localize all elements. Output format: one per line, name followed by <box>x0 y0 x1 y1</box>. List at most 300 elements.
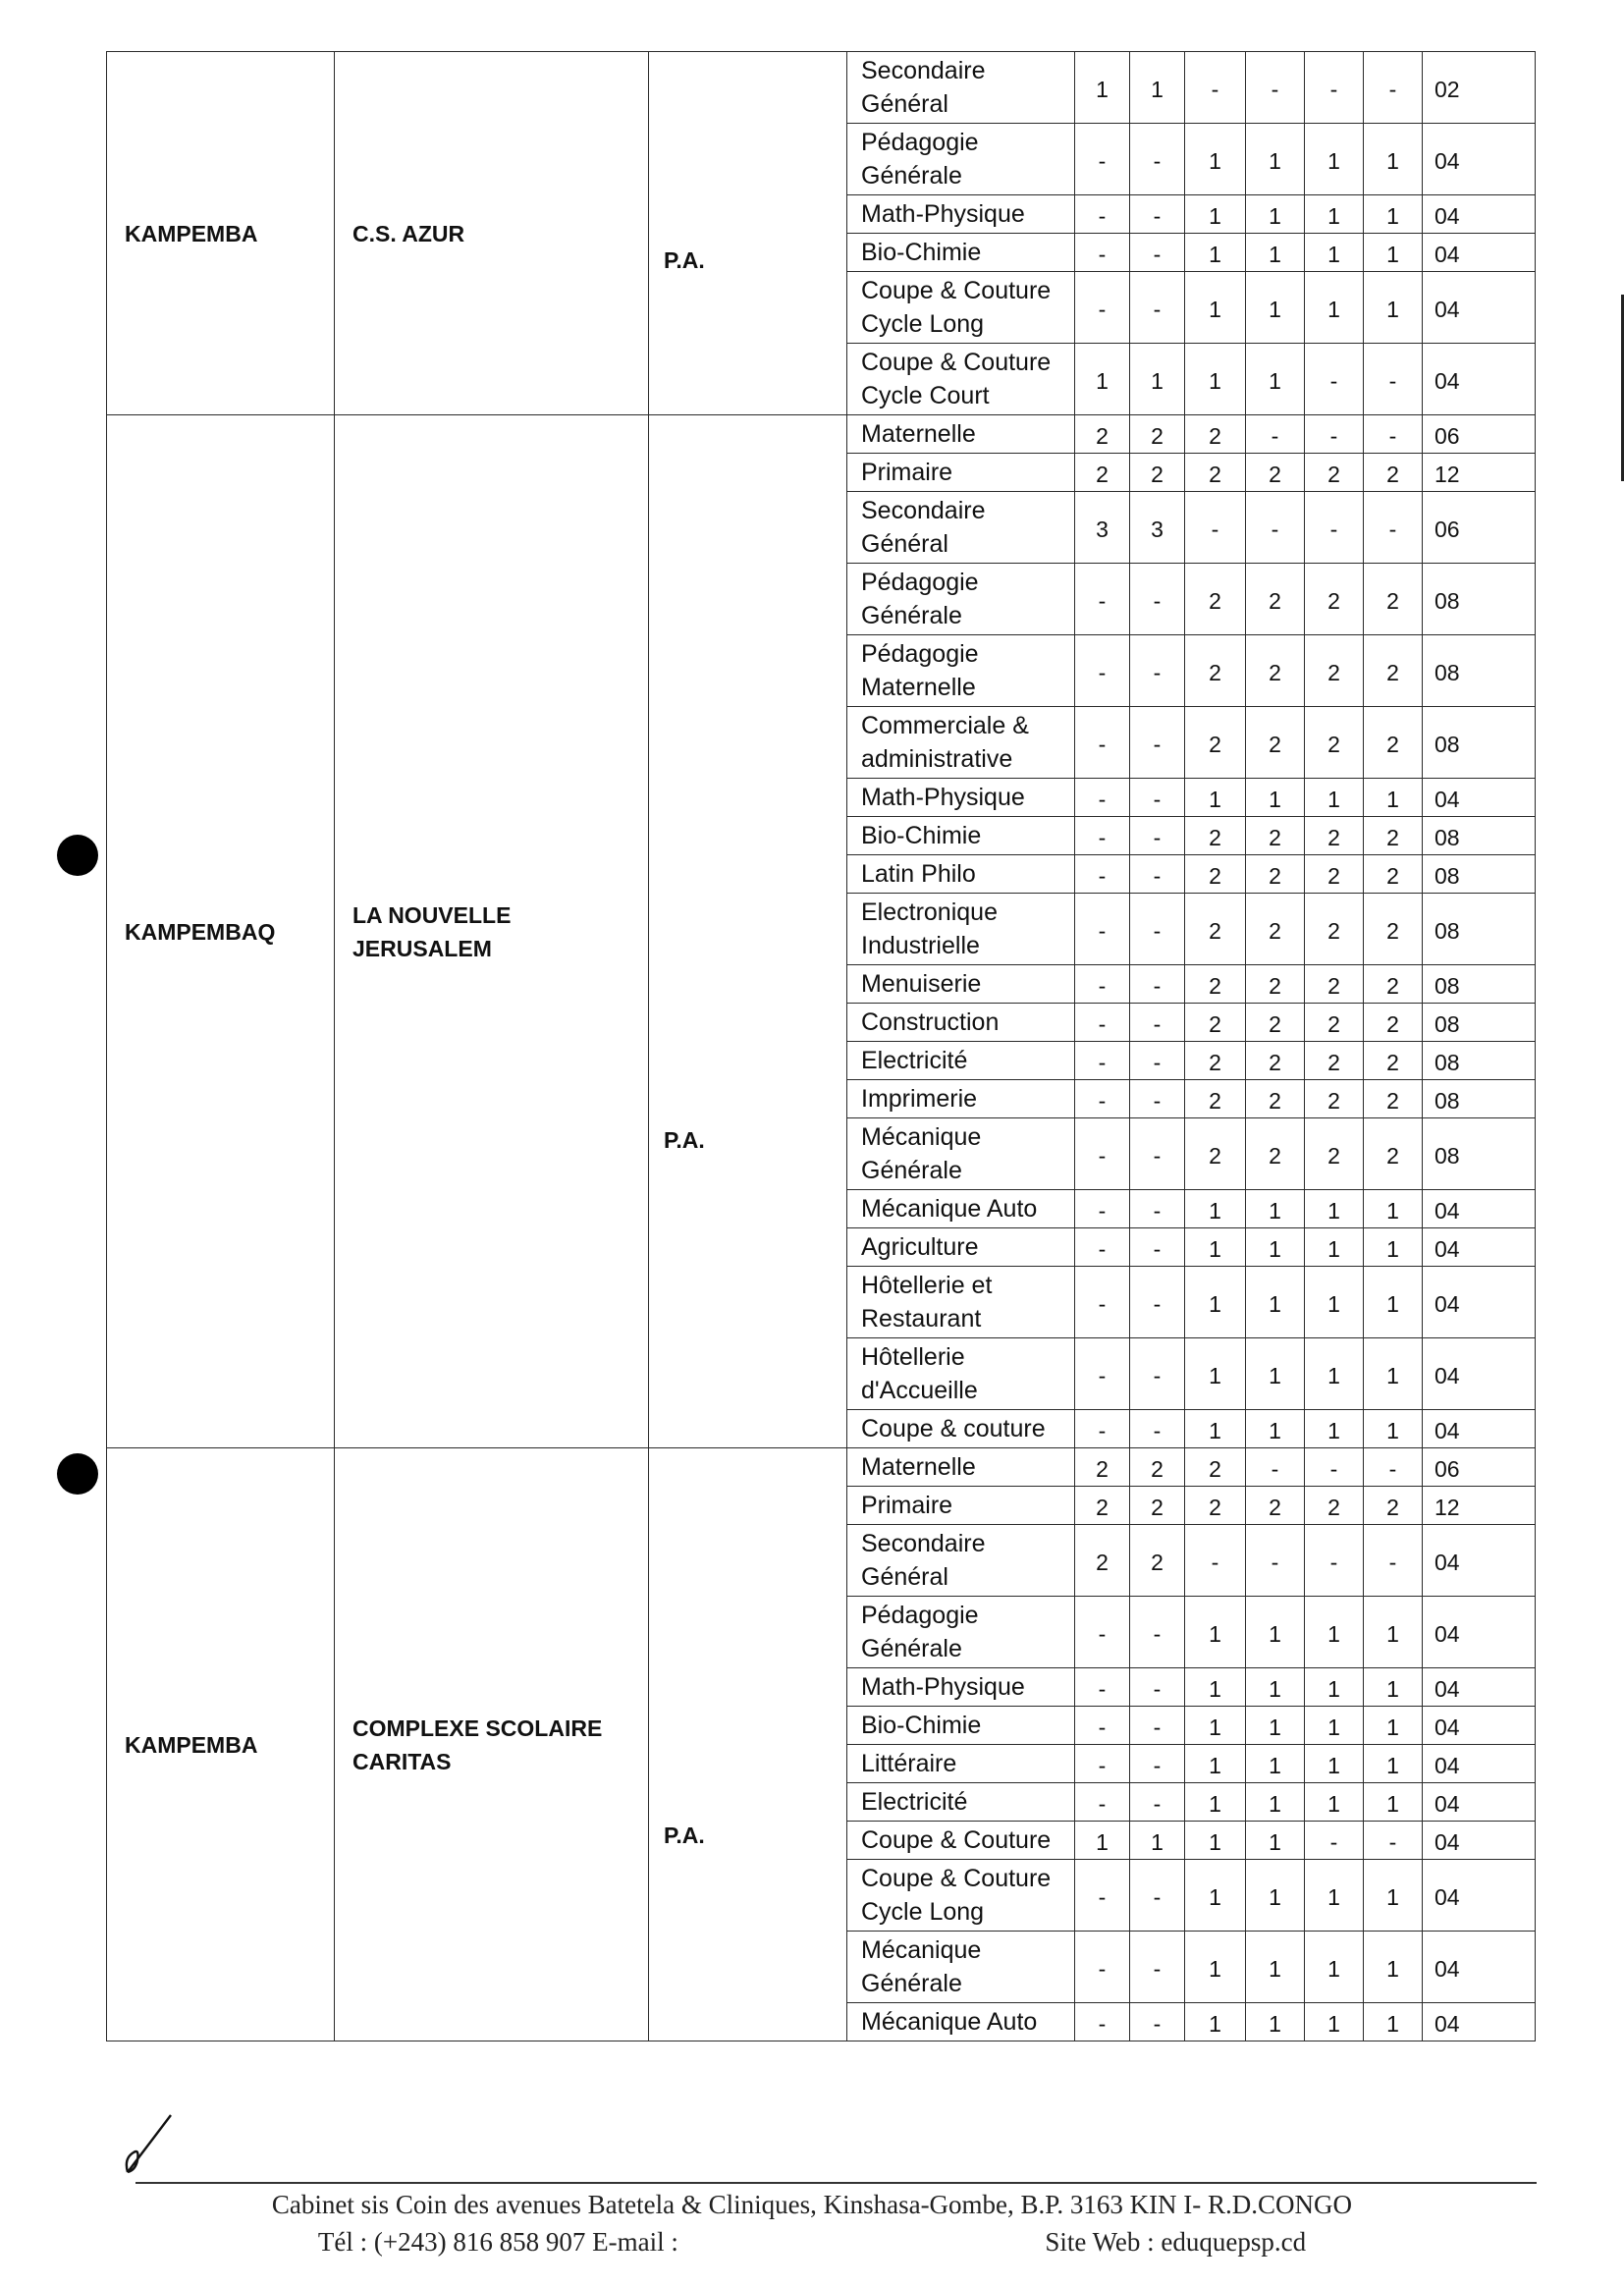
class-count-cell: - <box>1075 195 1130 234</box>
option-cell: Construction <box>847 1004 1075 1042</box>
total-cell: 08 <box>1423 1004 1536 1042</box>
option-cell: Menuiserie <box>847 965 1075 1004</box>
class-count-cell: - <box>1364 415 1423 454</box>
class-count-cell: - <box>1075 1860 1130 1932</box>
class-count-cell: 2 <box>1075 1487 1130 1525</box>
total-cell: 02 <box>1423 52 1536 124</box>
class-count-cell: 1 <box>1246 124 1305 195</box>
class-count-cell: 2 <box>1246 965 1305 1004</box>
class-count-cell: - <box>1130 564 1185 635</box>
option-cell: Commerciale & administrative <box>847 707 1075 779</box>
total-cell: 08 <box>1423 1080 1536 1118</box>
class-count-cell: 1 <box>1364 195 1423 234</box>
class-count-cell: - <box>1305 52 1364 124</box>
class-count-cell: 1 <box>1246 1668 1305 1707</box>
option-cell: Mécanique Générale <box>847 1118 1075 1190</box>
class-count-cell: - <box>1364 1822 1423 1860</box>
class-count-cell: - <box>1246 492 1305 564</box>
class-count-cell: 1 <box>1185 195 1246 234</box>
class-count-cell: - <box>1364 492 1423 564</box>
class-count-cell: 2 <box>1246 855 1305 894</box>
class-count-cell: 2 <box>1075 1448 1130 1487</box>
class-count-cell: - <box>1075 1338 1130 1410</box>
total-cell: 04 <box>1423 1668 1536 1707</box>
option-cell: Math-Physique <box>847 779 1075 817</box>
class-count-cell: - <box>1130 817 1185 855</box>
option-cell: Math-Physique <box>847 1668 1075 1707</box>
class-count-cell: 1 <box>1364 1860 1423 1932</box>
class-count-cell: - <box>1185 492 1246 564</box>
class-count-cell: 2 <box>1246 564 1305 635</box>
class-count-cell: - <box>1075 1042 1130 1080</box>
footer-divider <box>135 2182 1537 2184</box>
class-count-cell: 1 <box>1246 1860 1305 1932</box>
class-count-cell: - <box>1305 492 1364 564</box>
option-cell: Littéraire <box>847 1745 1075 1783</box>
total-cell: 04 <box>1423 1597 1536 1668</box>
option-cell: Electricité <box>847 1783 1075 1822</box>
class-count-cell: 2 <box>1305 1080 1364 1118</box>
class-count-cell: 1 <box>1305 1707 1364 1745</box>
class-count-cell: 2 <box>1305 855 1364 894</box>
class-count-cell: 1 <box>1246 1410 1305 1448</box>
class-count-cell: 2 <box>1075 1525 1130 1597</box>
class-count-cell: 2 <box>1185 454 1246 492</box>
class-count-cell: - <box>1075 1707 1130 1745</box>
option-cell: Coupe & Couture Cycle Court <box>847 344 1075 415</box>
total-cell: 04 <box>1423 779 1536 817</box>
class-count-cell: - <box>1075 894 1130 965</box>
class-count-cell: 1 <box>1130 52 1185 124</box>
regime-cell <box>649 415 847 1448</box>
class-count-cell: - <box>1185 52 1246 124</box>
class-count-cell: - <box>1130 195 1185 234</box>
class-count-cell: 1 <box>1364 1228 1423 1267</box>
class-count-cell: 1 <box>1246 344 1305 415</box>
option-cell: Electricité <box>847 1042 1075 1080</box>
class-count-cell: 2 <box>1246 454 1305 492</box>
class-count-cell: 2 <box>1364 1118 1423 1190</box>
total-cell: 04 <box>1423 2003 1536 2041</box>
class-count-cell: 2 <box>1185 894 1246 965</box>
class-count-cell: 2 <box>1185 1080 1246 1118</box>
class-count-cell: 2 <box>1246 1080 1305 1118</box>
class-count-cell: 2 <box>1364 1487 1423 1525</box>
class-count-cell: 1 <box>1305 1860 1364 1932</box>
class-count-cell: 1 <box>1185 1783 1246 1822</box>
class-count-cell: 1 <box>1185 1410 1246 1448</box>
total-cell: 04 <box>1423 234 1536 272</box>
class-count-cell: 2 <box>1305 1042 1364 1080</box>
option-cell: Coupe & Couture <box>847 1822 1075 1860</box>
regime-label: P.A. <box>664 247 705 273</box>
class-count-cell: - <box>1075 1190 1130 1228</box>
class-count-cell: - <box>1364 344 1423 415</box>
total-cell: 04 <box>1423 1190 1536 1228</box>
class-count-cell: 2 <box>1185 635 1246 707</box>
class-count-cell: 2 <box>1246 817 1305 855</box>
total-cell: 08 <box>1423 894 1536 965</box>
total-cell: 04 <box>1423 1822 1536 1860</box>
total-cell: 08 <box>1423 1042 1536 1080</box>
class-count-cell: 1 <box>1246 1932 1305 2003</box>
class-count-cell: - <box>1246 1525 1305 1597</box>
class-count-cell: 2 <box>1305 965 1364 1004</box>
class-count-cell: - <box>1075 234 1130 272</box>
class-count-cell: - <box>1075 1597 1130 1668</box>
class-count-cell: - <box>1130 1745 1185 1783</box>
class-count-cell: 2 <box>1305 564 1364 635</box>
class-count-cell: 1 <box>1305 1597 1364 1668</box>
class-count-cell: 1 <box>1364 1932 1423 2003</box>
class-count-cell: 1 <box>1130 344 1185 415</box>
class-count-cell: - <box>1130 1783 1185 1822</box>
class-count-cell: 1 <box>1246 1707 1305 1745</box>
class-count-cell: - <box>1075 855 1130 894</box>
class-count-cell: 1 <box>1130 1822 1185 1860</box>
total-cell: 04 <box>1423 1338 1536 1410</box>
signature-mark <box>120 2109 179 2183</box>
class-count-cell: 1 <box>1305 2003 1364 2041</box>
option-cell: Coupe & Couture Cycle Long <box>847 272 1075 344</box>
class-count-cell: - <box>1130 635 1185 707</box>
total-cell: 04 <box>1423 1860 1536 1932</box>
class-count-cell: 1 <box>1305 1228 1364 1267</box>
option-cell: Secondaire Général <box>847 52 1075 124</box>
class-count-cell: - <box>1130 1080 1185 1118</box>
class-count-cell: - <box>1130 124 1185 195</box>
school-name-cell: C.S. AZUR <box>335 52 649 415</box>
class-count-cell: 2 <box>1185 965 1246 1004</box>
option-cell: Bio-Chimie <box>847 234 1075 272</box>
class-count-cell: 1 <box>1185 1745 1246 1783</box>
class-count-cell: 1 <box>1246 779 1305 817</box>
class-count-cell: 2 <box>1130 415 1185 454</box>
class-count-cell: - <box>1075 707 1130 779</box>
school-name-cell: COMPLEXE SCOLAIRE CARITAS <box>335 1448 649 2041</box>
class-count-cell: 1 <box>1305 1783 1364 1822</box>
class-count-cell: - <box>1075 965 1130 1004</box>
class-count-cell: 1 <box>1364 1597 1423 1668</box>
class-count-cell: 1 <box>1185 1228 1246 1267</box>
total-cell: 04 <box>1423 1745 1536 1783</box>
class-count-cell: 1 <box>1305 779 1364 817</box>
punch-hole-top <box>57 835 98 876</box>
class-count-cell: 1 <box>1185 779 1246 817</box>
class-count-cell: 1 <box>1075 344 1130 415</box>
class-count-cell: 1 <box>1364 1267 1423 1338</box>
option-cell: Agriculture <box>847 1228 1075 1267</box>
class-count-cell: 2 <box>1185 415 1246 454</box>
class-count-cell: - <box>1130 1338 1185 1410</box>
class-count-cell: - <box>1130 855 1185 894</box>
class-count-cell: 2 <box>1185 1487 1246 1525</box>
class-count-cell: 1 <box>1246 1228 1305 1267</box>
class-count-cell: 1 <box>1364 124 1423 195</box>
punch-hole-bottom <box>57 1453 98 1495</box>
class-count-cell: 1 <box>1305 1932 1364 2003</box>
class-count-cell: 1 <box>1305 1267 1364 1338</box>
class-count-cell: 1 <box>1246 1597 1305 1668</box>
class-count-cell: 2 <box>1130 1448 1185 1487</box>
class-count-cell: - <box>1075 635 1130 707</box>
class-count-cell: 2 <box>1246 707 1305 779</box>
class-count-cell: - <box>1185 1525 1246 1597</box>
class-count-cell: 2 <box>1246 1042 1305 1080</box>
class-count-cell: 2 <box>1305 707 1364 779</box>
class-count-cell: 2 <box>1364 707 1423 779</box>
option-cell: Electronique Industrielle <box>847 894 1075 965</box>
class-count-cell: - <box>1130 1042 1185 1080</box>
class-count-cell: - <box>1130 894 1185 965</box>
class-count-cell: 1 <box>1185 1190 1246 1228</box>
class-count-cell: - <box>1130 1860 1185 1932</box>
class-count-cell: 1 <box>1364 1783 1423 1822</box>
class-count-cell: 2 <box>1246 635 1305 707</box>
option-cell: Hôtellerie et Restaurant <box>847 1267 1075 1338</box>
class-count-cell: 1 <box>1185 1338 1246 1410</box>
class-count-cell: 2 <box>1246 1118 1305 1190</box>
class-count-cell: 1 <box>1185 2003 1246 2041</box>
class-count-cell: - <box>1130 1190 1185 1228</box>
class-count-cell: 2 <box>1185 1042 1246 1080</box>
total-cell: 04 <box>1423 1410 1536 1448</box>
class-count-cell: 2 <box>1305 1118 1364 1190</box>
total-cell: 08 <box>1423 817 1536 855</box>
total-cell: 04 <box>1423 195 1536 234</box>
regime-label: P.A. <box>664 1126 705 1153</box>
total-cell: 12 <box>1423 1487 1536 1525</box>
class-count-cell: 2 <box>1185 707 1246 779</box>
class-count-cell: - <box>1130 272 1185 344</box>
class-count-cell: 1 <box>1305 1745 1364 1783</box>
option-cell: Imprimerie <box>847 1080 1075 1118</box>
class-count-cell: 2 <box>1130 1487 1185 1525</box>
class-count-cell: 1 <box>1185 1822 1246 1860</box>
commune-cell: KAMPEMBAQ <box>107 415 335 1448</box>
regime-label: P.A. <box>664 1822 705 1848</box>
regime-cell <box>649 52 847 415</box>
option-cell: Bio-Chimie <box>847 817 1075 855</box>
footer-address: Cabinet sis Coin des avenues Batetela & Cliniques, Kinshasa-Gombe, B.P. 3163 KIN I- R.D.CONGO <box>271 2190 1353 2219</box>
class-count-cell: 2 <box>1305 454 1364 492</box>
total-cell: 04 <box>1423 1525 1536 1597</box>
class-count-cell: 1 <box>1185 272 1246 344</box>
option-cell: Pédagogie Générale <box>847 564 1075 635</box>
class-count-cell: 1 <box>1364 2003 1423 2041</box>
class-count-cell: 2 <box>1364 1080 1423 1118</box>
table-row <box>107 1448 1536 1487</box>
class-count-cell: 1 <box>1246 1745 1305 1783</box>
class-count-cell: - <box>1130 707 1185 779</box>
class-count-cell: - <box>1130 234 1185 272</box>
class-count-cell: 2 <box>1305 817 1364 855</box>
class-count-cell: 1 <box>1185 1932 1246 2003</box>
class-count-cell: 2 <box>1364 855 1423 894</box>
class-count-cell: 1 <box>1364 234 1423 272</box>
class-count-cell: 1 <box>1364 1707 1423 1745</box>
class-count-cell: 1 <box>1185 1860 1246 1932</box>
class-count-cell: - <box>1130 1228 1185 1267</box>
class-count-cell: - <box>1130 1668 1185 1707</box>
class-count-cell: 1 <box>1246 1338 1305 1410</box>
class-count-cell: 2 <box>1075 454 1130 492</box>
class-count-cell: 2 <box>1364 454 1423 492</box>
total-cell: 08 <box>1423 1118 1536 1190</box>
class-count-cell: - <box>1130 1597 1185 1668</box>
class-count-cell: 2 <box>1364 894 1423 965</box>
class-count-cell: - <box>1075 1668 1130 1707</box>
class-count-cell: 1 <box>1185 1668 1246 1707</box>
class-count-cell: - <box>1075 1745 1130 1783</box>
option-cell: Mécanique Générale <box>847 1932 1075 2003</box>
class-count-cell: 2 <box>1364 1004 1423 1042</box>
class-count-cell: - <box>1075 2003 1130 2041</box>
class-count-cell: 2 <box>1185 1448 1246 1487</box>
total-cell: 04 <box>1423 1932 1536 2003</box>
class-count-cell: 1 <box>1364 1190 1423 1228</box>
class-count-cell: - <box>1075 779 1130 817</box>
option-cell: Maternelle <box>847 1448 1075 1487</box>
class-count-cell: - <box>1075 272 1130 344</box>
class-count-cell: 1 <box>1305 1338 1364 1410</box>
option-cell: Primaire <box>847 1487 1075 1525</box>
class-count-cell: 2 <box>1305 635 1364 707</box>
class-count-cell: - <box>1130 1707 1185 1745</box>
class-count-cell: - <box>1130 1118 1185 1190</box>
option-cell: Pédagogie Maternelle <box>847 635 1075 707</box>
footer-email-label: E-mail : <box>592 2227 678 2257</box>
class-count-cell: 1 <box>1246 1190 1305 1228</box>
class-count-cell: - <box>1246 52 1305 124</box>
class-count-cell: - <box>1246 1448 1305 1487</box>
class-count-cell: 1 <box>1185 1597 1246 1668</box>
total-cell: 06 <box>1423 1448 1536 1487</box>
class-count-cell: - <box>1364 52 1423 124</box>
class-count-cell: 1 <box>1075 52 1130 124</box>
class-count-cell: - <box>1130 2003 1185 2041</box>
total-cell: 08 <box>1423 707 1536 779</box>
class-count-cell: 2 <box>1364 965 1423 1004</box>
total-cell: 08 <box>1423 635 1536 707</box>
class-count-cell: 2 <box>1246 1487 1305 1525</box>
option-cell: Coupe & couture <box>847 1410 1075 1448</box>
class-count-cell: - <box>1130 1410 1185 1448</box>
class-count-cell: - <box>1075 1783 1130 1822</box>
total-cell: 04 <box>1423 124 1536 195</box>
class-count-cell: 1 <box>1305 1668 1364 1707</box>
class-count-cell: - <box>1075 1410 1130 1448</box>
class-count-cell: - <box>1075 564 1130 635</box>
class-count-cell: 1 <box>1185 124 1246 195</box>
option-cell: Pédagogie Générale <box>847 124 1075 195</box>
commune-cell: KAMPEMBA <box>107 52 335 415</box>
class-count-cell: 1 <box>1185 344 1246 415</box>
class-count-cell: - <box>1130 1932 1185 2003</box>
class-count-cell: 1 <box>1246 1267 1305 1338</box>
class-count-cell: - <box>1075 1118 1130 1190</box>
class-count-cell: - <box>1075 124 1130 195</box>
footer-contact <box>0 2227 1624 2258</box>
class-count-cell: 1 <box>1185 1267 1246 1338</box>
total-cell: 08 <box>1423 564 1536 635</box>
total-cell: 06 <box>1423 492 1536 564</box>
total-cell: 04 <box>1423 272 1536 344</box>
commune-cell: KAMPEMBA <box>107 1448 335 2041</box>
class-count-cell: 2 <box>1364 1042 1423 1080</box>
total-cell: 06 <box>1423 415 1536 454</box>
class-count-cell: 1 <box>1364 1668 1423 1707</box>
table-row <box>107 415 1536 454</box>
class-count-cell: 1 <box>1246 272 1305 344</box>
school-name-cell: LA NOUVELLE JERUSALEM <box>335 415 649 1448</box>
class-count-cell: 2 <box>1364 817 1423 855</box>
class-count-cell: - <box>1075 1932 1130 2003</box>
option-cell: Primaire <box>847 454 1075 492</box>
class-count-cell: 3 <box>1130 492 1185 564</box>
schools-table <box>106 51 1536 2041</box>
class-count-cell: - <box>1364 1448 1423 1487</box>
class-count-cell: - <box>1075 1228 1130 1267</box>
class-count-cell: 2 <box>1185 564 1246 635</box>
option-cell: Maternelle <box>847 415 1075 454</box>
class-count-cell: - <box>1305 344 1364 415</box>
class-count-cell: 1 <box>1246 2003 1305 2041</box>
class-count-cell: - <box>1130 965 1185 1004</box>
class-count-cell: 1 <box>1246 234 1305 272</box>
class-count-cell: 1 <box>1364 1745 1423 1783</box>
class-count-cell: - <box>1075 817 1130 855</box>
footer-website: Site Web : eduquepsp.cd <box>1045 2227 1307 2257</box>
option-cell: Mécanique Auto <box>847 2003 1075 2041</box>
class-count-cell: 1 <box>1075 1822 1130 1860</box>
class-count-cell: 2 <box>1075 415 1130 454</box>
class-count-cell: 1 <box>1246 1822 1305 1860</box>
class-count-cell: - <box>1305 1448 1364 1487</box>
class-count-cell: 2 <box>1185 1004 1246 1042</box>
option-cell: Pédagogie Générale <box>847 1597 1075 1668</box>
class-count-cell: 2 <box>1305 1487 1364 1525</box>
class-count-cell: 1 <box>1305 1190 1364 1228</box>
class-count-cell: - <box>1075 1080 1130 1118</box>
class-count-cell: 2 <box>1305 894 1364 965</box>
total-cell: 08 <box>1423 855 1536 894</box>
class-count-cell: - <box>1075 1267 1130 1338</box>
class-count-cell: - <box>1130 1267 1185 1338</box>
option-cell: Secondaire Général <box>847 492 1075 564</box>
class-count-cell: 2 <box>1130 1525 1185 1597</box>
total-cell: 04 <box>1423 1228 1536 1267</box>
total-cell: 04 <box>1423 1267 1536 1338</box>
class-count-cell: 1 <box>1305 272 1364 344</box>
class-count-cell: 2 <box>1130 454 1185 492</box>
total-cell: 12 <box>1423 454 1536 492</box>
class-count-cell: - <box>1075 1004 1130 1042</box>
class-count-cell: 1 <box>1364 1410 1423 1448</box>
class-count-cell: 1 <box>1305 124 1364 195</box>
class-count-cell: 2 <box>1185 1118 1246 1190</box>
total-cell: 04 <box>1423 1707 1536 1745</box>
option-cell: Hôtellerie d'Accueille <box>847 1338 1075 1410</box>
option-cell: Math-Physique <box>847 195 1075 234</box>
total-cell: 04 <box>1423 344 1536 415</box>
class-count-cell: 2 <box>1305 1004 1364 1042</box>
option-cell: Mécanique Auto <box>847 1190 1075 1228</box>
option-cell: Coupe & Couture Cycle Long <box>847 1860 1075 1932</box>
class-count-cell: 1 <box>1305 234 1364 272</box>
class-count-cell: 2 <box>1246 1004 1305 1042</box>
class-count-cell: 1 <box>1246 195 1305 234</box>
